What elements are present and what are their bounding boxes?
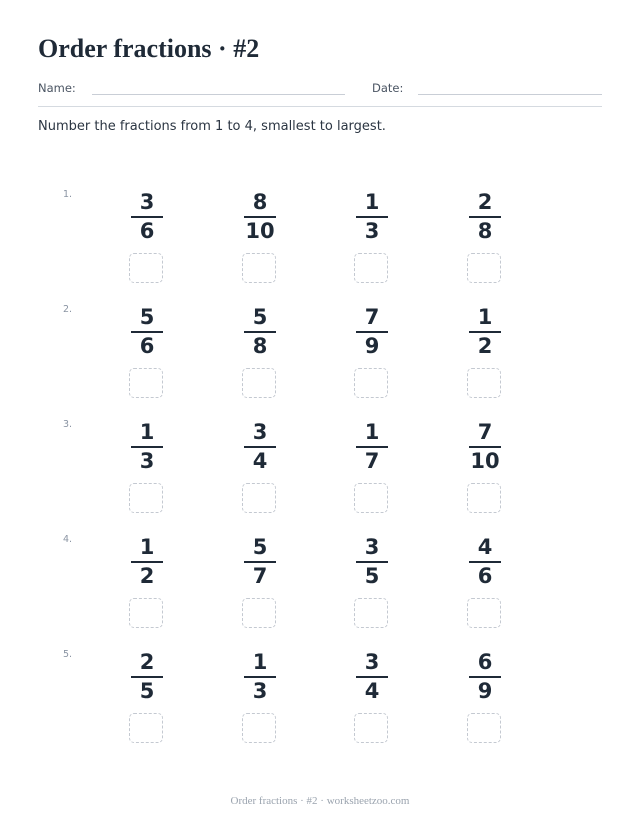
numerator: 3 [139,190,155,214]
denominator: 4 [252,449,268,473]
denominator: 6 [477,564,493,588]
denominator: 9 [477,679,493,703]
fraction-bar [244,676,276,678]
fraction-bar [356,561,388,563]
answer-box[interactable] [242,483,276,513]
problem-row [0,304,640,414]
fraction-bar [131,446,163,448]
numerator: 1 [364,190,380,214]
fraction [460,189,510,243]
fraction-bar [469,561,501,563]
fraction-bar [131,216,163,218]
denominator: 8 [252,334,268,358]
numerator: 3 [364,535,380,559]
denominator: 10 [245,219,275,243]
answer-box[interactable] [129,368,163,398]
denominator: 7 [252,564,268,588]
numerator: 1 [477,305,493,329]
answer-box[interactable] [467,483,501,513]
denominator: 2 [139,564,155,588]
denominator: 3 [139,449,155,473]
answer-box[interactable] [129,483,163,513]
problem-number: 2. [63,304,73,315]
name-field[interactable] [92,94,345,95]
fraction [460,649,510,703]
denominator: 8 [477,219,493,243]
fraction [122,419,172,473]
denominator: 2 [477,334,493,358]
date-field[interactable] [418,94,602,95]
denominator: 5 [364,564,380,588]
numerator: 7 [364,305,380,329]
answer-box[interactable] [354,713,388,743]
footer: Order fractions · #2 · worksheetzoo.com [230,795,410,807]
instructions: Number the fractions from 1 to 4, smallest to largest. [38,119,386,134]
fraction [347,534,397,588]
answer-box[interactable] [129,253,163,283]
fraction [460,419,510,473]
numerator: 5 [252,535,268,559]
answer-box[interactable] [354,483,388,513]
fraction [347,649,397,703]
numerator: 7 [477,420,493,444]
numerator: 1 [252,650,268,674]
answer-box[interactable] [242,368,276,398]
answer-box[interactable] [354,598,388,628]
answer-box[interactable] [242,713,276,743]
denominator: 6 [139,334,155,358]
denominator: 9 [364,334,380,358]
numerator: 1 [139,535,155,559]
fraction [460,534,510,588]
denominator: 7 [364,449,380,473]
fraction [235,189,285,243]
fraction-bar [469,676,501,678]
date-label: Date: [372,81,404,95]
fraction [122,304,172,358]
name-label: Name: [38,81,76,95]
answer-box[interactable] [354,253,388,283]
answer-box[interactable] [467,598,501,628]
answer-box[interactable] [242,253,276,283]
denominator: 3 [252,679,268,703]
problem-number: 5. [63,649,73,660]
fraction [235,534,285,588]
fraction-bar [469,331,501,333]
denominator: 5 [139,679,155,703]
problem-number: 4. [63,534,73,545]
fraction [122,649,172,703]
fraction [235,304,285,358]
denominator: 4 [364,679,380,703]
numerator: 2 [139,650,155,674]
fraction-bar [356,446,388,448]
answer-box[interactable] [129,713,163,743]
answer-box[interactable] [129,598,163,628]
numerator: 4 [477,535,493,559]
fraction-bar [244,216,276,218]
denominator: 6 [139,219,155,243]
fraction [235,419,285,473]
fraction [347,304,397,358]
numerator: 6 [477,650,493,674]
fraction-bar [131,561,163,563]
numerator: 8 [252,190,268,214]
denominator: 3 [364,219,380,243]
problem-row [0,649,640,759]
answer-box[interactable] [242,598,276,628]
worksheet-title: Order fractions · #2 [38,34,260,63]
numerator: 5 [139,305,155,329]
fraction [122,189,172,243]
problem-number: 1. [63,189,73,200]
numerator: 5 [252,305,268,329]
fraction-bar [244,446,276,448]
answer-box[interactable] [467,713,501,743]
fraction-bar [131,331,163,333]
fraction [460,304,510,358]
fraction-bar [469,446,501,448]
numerator: 1 [139,420,155,444]
fraction-bar [244,561,276,563]
numerator: 1 [364,420,380,444]
header-divider [38,106,602,107]
fraction-bar [469,216,501,218]
fraction-bar [244,331,276,333]
answer-box[interactable] [467,368,501,398]
problem-row [0,534,640,644]
fraction [347,419,397,473]
fraction-bar [356,676,388,678]
fraction-bar [356,216,388,218]
answer-box[interactable] [354,368,388,398]
numerator: 3 [252,420,268,444]
problem-number: 3. [63,419,73,430]
fraction-bar [131,676,163,678]
fraction [235,649,285,703]
fraction [122,534,172,588]
fraction [347,189,397,243]
answer-box[interactable] [467,253,501,283]
numerator: 2 [477,190,493,214]
fraction-bar [356,331,388,333]
problem-row [0,189,640,299]
numerator: 3 [364,650,380,674]
problem-row [0,419,640,529]
denominator: 10 [470,449,500,473]
